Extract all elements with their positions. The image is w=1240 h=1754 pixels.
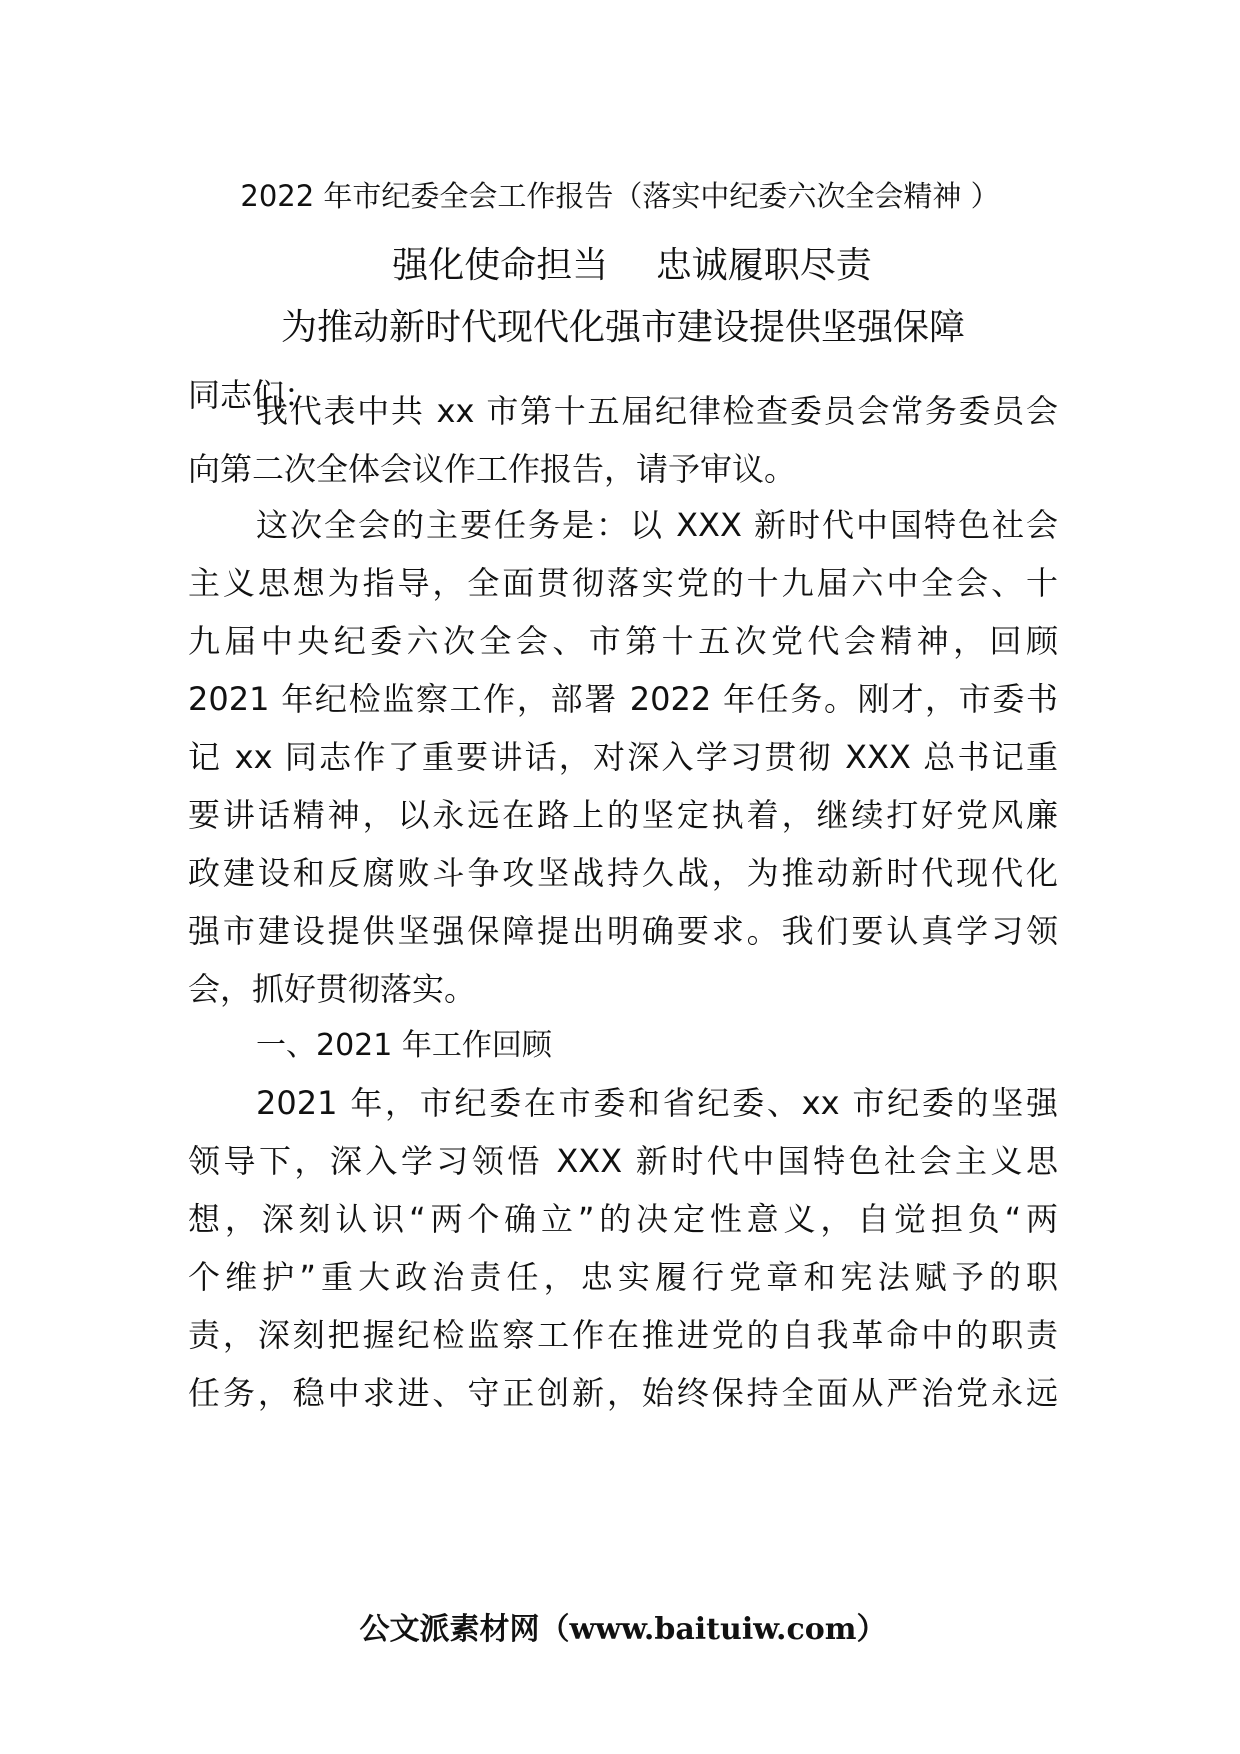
paragraph-3-line-5: 责，深刻把握纪检监察工作在推进党的自我革命中的职责	[188, 1316, 1058, 1354]
paragraph-2-line-7: 政建设和反腐败斗争攻坚战持久战，为推动新时代现代化	[188, 854, 1058, 892]
sub-title: 为推动新时代现代化强市建设提供坚强保障	[280, 307, 965, 348]
paragraph-2-line-1: 这次全会的主要任务是：以 XXX 新时代中国特色社会	[256, 506, 1058, 544]
paragraph-1-line-1: 我代表中共 xx 市第十五届纪律检查委员会常务委员会	[256, 392, 1058, 430]
paragraph-3-line-2: 领导下，深入学习领悟 XXX 新时代中国特色社会主义思	[188, 1142, 1058, 1180]
paragraph-3-line-3: 想，深刻认识“两个确立”的决定性意义，自觉担负“两	[188, 1200, 1058, 1238]
paragraph-3-line-1: 2021 年，市纪委在市委和省纪委、xx 市纪委的坚强	[256, 1084, 1058, 1122]
report-title: 2022 年市纪委全会工作报告（落实中纪委六次全会精神 ）	[240, 179, 1000, 213]
paragraph-1-line-2: 向第二次全体会议作工作报告，请予审议。	[188, 450, 797, 488]
paragraph-2-line-9: 会，抓好贯彻落实。	[188, 970, 477, 1008]
main-title: 强化使命担当 忠诚履职尽责	[392, 245, 872, 286]
paragraph-2-line-4: 2021 年纪检监察工作，部署 2022 年任务。刚才，市委书	[188, 680, 1058, 718]
paragraph-2-line-3: 九届中央纪委六次全会、市第十五次党代会精神，回顾	[188, 622, 1058, 660]
paragraph-3-line-4: 个维护”重大政治责任，忠实履行党章和宪法赋予的职	[188, 1258, 1058, 1296]
section-1-heading: 一、2021 年工作回顾	[256, 1028, 552, 1063]
paragraph-2-line-2: 主义思想为指导，全面贯彻落实党的十九届六中全会、十	[188, 564, 1058, 602]
paragraph-2-line-6: 要讲话精神，以永远在路上的坚定执着，继续打好党风廉	[188, 796, 1058, 834]
footer-watermark: 公文派素材网（www.baituiw.com）	[359, 1612, 887, 1647]
paragraph-2-line-8: 强市建设提供坚强保障提出明确要求。我们要认真学习领	[188, 912, 1058, 950]
paragraph-2-line-5: 记 xx 同志作了重要讲话，对深入学习贯彻 XXX 总书记重	[188, 738, 1058, 776]
salutation: 同志们：	[188, 376, 317, 414]
paragraph-3-line-6: 任务，稳中求进、守正创新，始终保持全面从严治党永远	[188, 1374, 1058, 1412]
